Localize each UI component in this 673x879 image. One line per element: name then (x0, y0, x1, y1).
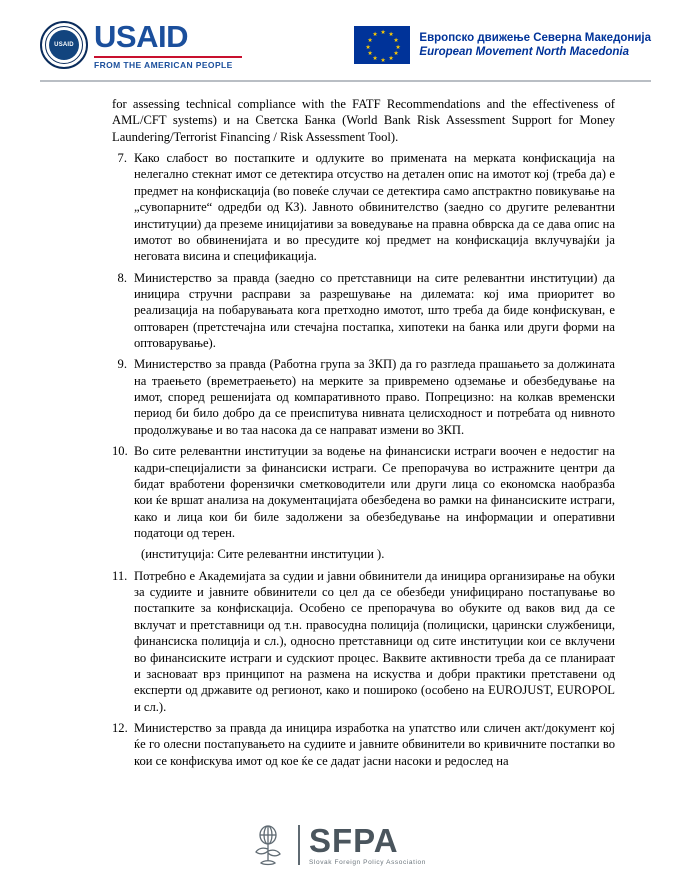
usaid-wordmark-block (94, 18, 242, 70)
eu-movement-names (419, 31, 651, 60)
sfpa-text-block (309, 821, 426, 867)
list-item (112, 568, 615, 715)
eu-movement-name-mk: Европско движење Северна Македонија (419, 31, 651, 44)
usaid-tagline: FROM THE AMERICAN PEOPLE (94, 56, 242, 70)
list-item-text: Министерство за правда (Работна група за ЗКП) да го разгледа прашањето за должината на траењето (времетраењето) на мерките за привремено одземање и обезбедување на имот, според решенијата од компаративното право. Попрецизно: на колкав временски период би било добро да се преиспитува нивната целисходност и потребата од нивното продолжување и во таа насока да се направат измени во ЗКП. (134, 357, 615, 437)
list-item (112, 150, 615, 265)
document-content (0, 82, 673, 769)
list-item-text: Потребно е Академијата за судии и јавни обвинители да иницира организирање на обуки за судиите и јавните обвинители со цел да се обезбеди унифицирано постапување во постапките за конфискација. Особено се препорачува во обуките од ваков вид да се вклучат и претставници од т.н. правосудна полиција (полициски, царински службеници, финансиска полиција и сл.), односно претставници од сите институции кои се вклучени во финансиските истраги и судскиот процес. Ваквите активности треба да се планираат и засноваат врз принципот на размена на искуства и добри практики претставени од експерти од државите од регионот, како и пошироко (особено на EUROJUST, EUROPOL и сл.). (134, 568, 615, 714)
list-item (112, 270, 615, 352)
usaid-seal-text: USAID (54, 42, 74, 48)
list-item-number: 12. (112, 720, 128, 735)
sfpa-divider (298, 825, 300, 865)
usaid-wordmark: USAID (94, 18, 188, 54)
sfpa-emblem-icon (247, 821, 289, 869)
intro-paragraph: for assessing technical compliance with the FATF Recommendations and the effectiveness of AML/CFT systems) и на Светска Банка (World Bank Risk Assessment Support for Money Laundering/Terrorist Financing / Risk Assessment Tool). (112, 97, 615, 144)
list-item-text: Во сите релевантни институции за водење на финансиски истраги воочен е недостиг на кадри-специјалисти за финансиски истраги. Се препорачува во истражните центри да бидат вработени форензички сметководители или други лица со економска наобразба кои ќе вршат анализа на документацијата обезбедена во рамки на финансиските истраги, како и лица кои би биле задолжени за обезбедување на информации и оперативни податоци од терен. (134, 444, 615, 540)
eu-movement-name-en: European Movement North Macedonia (419, 46, 630, 58)
list-item-number: 10. (112, 444, 128, 459)
eu-flag-icon: ★ ★ ★ ★ ★ ★ ★ ★ ★ ★ ★ ★ (354, 26, 410, 64)
list-item-text: Министерство за правда (заедно со претставници на сите релевантни институции) да иницира стручни расправи за разрешување на дилемата: кој има приоритет во реализација на побарувањата кога претходно имотот, што треба да биде конфискуван, е оптоварен (претстечајна или стечајна постапка, хипотеки на банка или други форми на оптоварување). (134, 270, 615, 351)
header-logos (0, 0, 673, 82)
sfpa-subtitle: Slovak Foreign Policy Association (309, 858, 426, 866)
list-item-number: 8. (117, 270, 127, 285)
sfpa-logo (247, 821, 426, 869)
list-item-number: 9. (117, 357, 127, 372)
list-item-text: Како слабост во постапките и одлуките во примената на мерката конфискација на нелегално стекнат имот се детектира отсуство на детален опис на имотот кој (треба да) е предмет на конфискација (во повеќе случаи се детектира само апстрактно повикување на „сувопарните“ одредби од КЗ). Јавното обвинителство (заедно со другите релевантни институции) да преземе иницијативи за воведување на правна обврска да се дава опис на имотот во обвиненијата и во пресудите кој предмет на конфискација вклучувајќи ја неговата висина и спецификација. (134, 151, 615, 264)
page-footer (0, 817, 673, 873)
page-header (0, 0, 673, 82)
sfpa-wordmark: SFPA (309, 821, 399, 859)
list-item-number: 11. (112, 568, 128, 583)
list-item (112, 720, 615, 769)
usaid-seal-icon (40, 21, 88, 69)
list-item (112, 356, 615, 438)
list-item-text: Министерство за правда да иницира изработка на упатство или сличен акт/документ кој ќе го олесни постапувањето на судиите и јавните обвинители во кривичните постапки во кои се конфискува имот од кое ќе се дадат јасни насоки и редослед на (134, 720, 615, 768)
usaid-logo (40, 18, 242, 70)
institution-note: (институција: Сите релевантни институции ). (141, 547, 385, 562)
list-item-number: 7. (117, 151, 127, 166)
header-divider (40, 80, 651, 82)
eu-movement-logo (354, 26, 651, 64)
list-item (112, 443, 615, 541)
